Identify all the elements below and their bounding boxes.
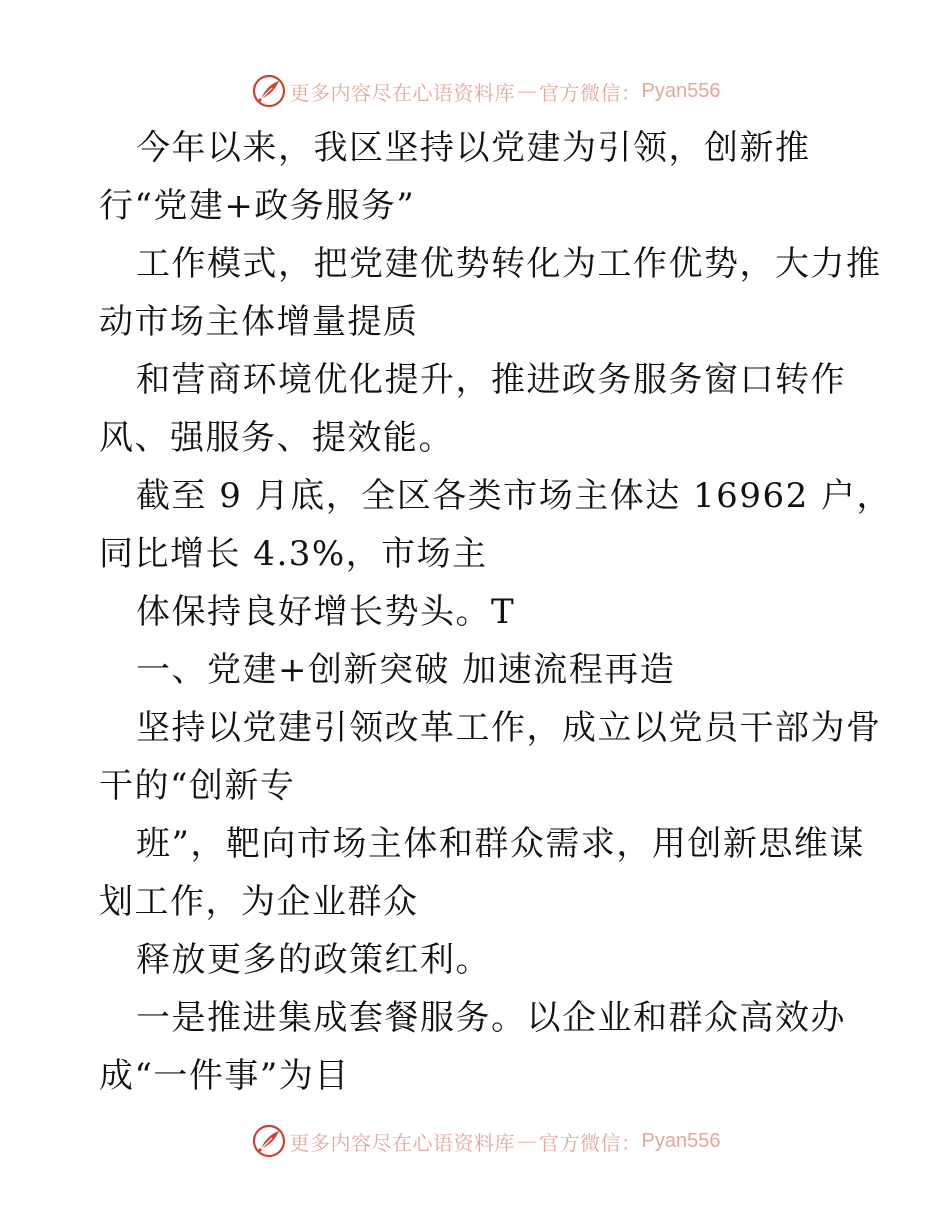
paragraph-line: 动市场主体增量提质 [99,302,419,342]
watermark-label: 官方微信： [539,1130,642,1155]
footer-watermark [0,1121,950,1161]
paragraph-line: 同比增长 4.3%，市场主 [99,534,488,574]
paragraph-line: 班”，靶向市场主体和群众需求，用创新思维谋 [136,824,865,864]
paragraph-line: 划工作，为企业群众 [99,882,419,922]
watermark-label: 官方微信： [539,80,642,105]
section-heading: 一、党建+创新突破 加速流程再造 [136,650,676,690]
paragraph-line: 今年以来，我区坚持以党建为引领，创新推 [136,128,811,168]
paragraph-line: 一是推进集成套餐服务。以企业和群众高效办 [136,998,846,1038]
watermark-separator: — [517,79,538,103]
watermark-separator: — [517,1129,538,1153]
watermark-text: 更多内容尽在心语资料库 [289,1130,516,1155]
paragraph-line: 释放更多的政策红利。 [136,940,491,980]
watermark-handle: Pyan556 [641,1129,721,1152]
paragraph-line: 成“一件事”为目 [99,1056,350,1096]
watermark-text: 更多内容尽在心语资料库 [289,80,516,105]
paragraph-line: 和营商环境优化提升，推进政务服务窗口转作 [136,360,846,400]
watermark-handle: Pyan556 [641,79,721,102]
feather-pen-logo-icon [252,1124,286,1158]
paragraph-line: 坚持以党建引领改革工作，成立以党员干部为骨 [136,708,882,748]
paragraph-line: 体保持良好增长势头。T [136,592,516,632]
paragraph-line: 干的“创新专 [99,766,296,806]
header-watermark [0,71,950,111]
paragraph-line: 行“党建+政务服务” [99,186,416,226]
paragraph-line: 截至 9 月底，全区各类市场主体达 16962 户， [136,476,893,516]
paragraph-line: 风、强服务、提效能。 [99,418,454,458]
paragraph-line: 工作模式，把党建优势转化为工作优势，大力推 [136,244,882,284]
feather-pen-logo-icon [252,74,286,108]
